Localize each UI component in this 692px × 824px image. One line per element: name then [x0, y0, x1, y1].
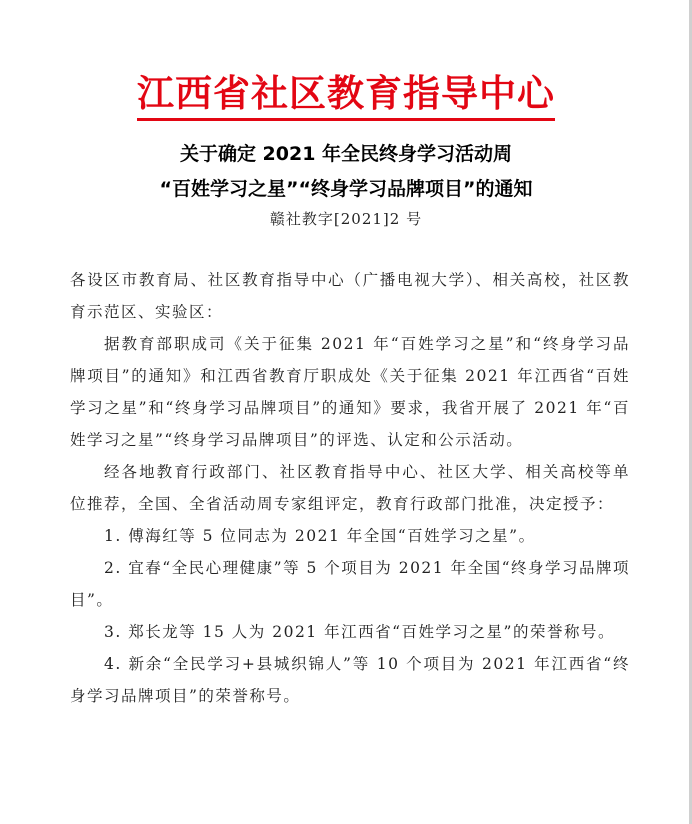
organization-name: 江西省社区教育指导中心: [137, 70, 555, 121]
title-line-2: “百姓学习之星”“终身学习品牌项目”的通知: [159, 178, 533, 200]
list-item-4: 4. 新余“全民学习+县城织锦人”等 10 个项目为 2021 年江西省“终身学习品牌项目”的荣誉称号。: [70, 655, 630, 705]
paragraph-1: 据教育部职成司《关于征集 2021 年“百姓学习之星”和“终身学习品牌项目”的通知》和江西省教育厅职成处《关于征集 2021 年江西省“百姓学习之星”和“终身学习品牌项目”的通知》要求，我省开展了 2021 年“百姓学习之星”“终身学习品牌项目”的评选、认定和公示活动。: [70, 335, 630, 449]
paragraph-2: 经各地教育行政部门、社区教育指导中心、社区大学、相关高校等单位推荐，全国、全省活动周专家组评定，教育行政部门批准，决定授予：: [70, 463, 630, 513]
list-item-3: 3. 郑长龙等 15 人为 2021 年江西省“百姓学习之星”的荣誉称号。: [104, 623, 615, 641]
list-item-1: 1. 傅海红等 5 位同志为 2021 年全国“百姓学习之星”。: [104, 527, 536, 545]
document-body: [70, 264, 630, 712]
addressees: 各设区市教育局、社区教育指导中心（广播电视大学）、相关高校，社区教育示范区、实验区：: [70, 271, 630, 321]
organization-header: [0, 70, 692, 121]
list-item-2: 2. 宜春“全民心理健康”等 5 个项目为 2021 年全国“终身学习品牌项目”。: [70, 559, 631, 609]
title-line-1: 关于确定 2021 年全民终身学习活动周: [179, 143, 513, 165]
document-number: 赣社教字[2021]2 号: [269, 210, 423, 228]
